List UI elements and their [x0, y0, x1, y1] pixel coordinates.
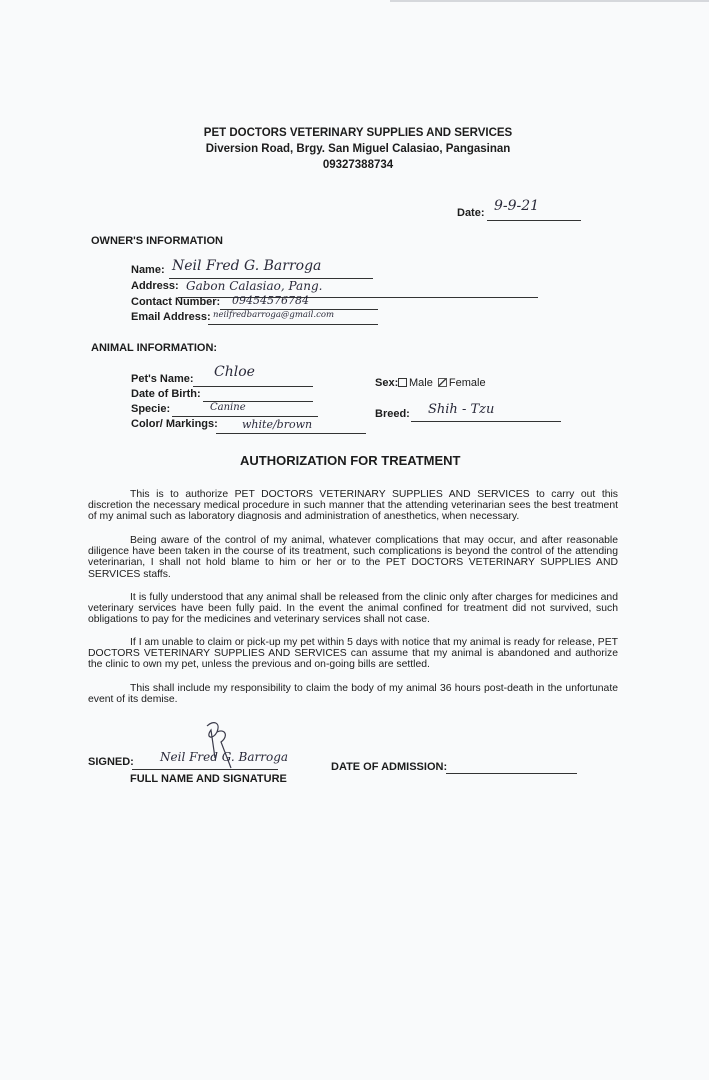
specie-value[interactable]: Canine — [210, 402, 246, 413]
color-label: Color/ Markings: — [131, 418, 218, 430]
date-line — [487, 220, 581, 221]
clinic-name: PET DOCTORS VETERINARY SUPPLIES AND SERVICES — [203, 127, 513, 139]
male-option-label: Male — [409, 377, 433, 389]
owner-address-value[interactable]: Gabon Calasiao, Pang. — [186, 279, 323, 293]
signature-scribble — [195, 718, 245, 776]
breed-line — [411, 421, 561, 422]
breed-label: Breed: — [375, 408, 410, 420]
authorization-paragraph-4: If I am unable to claim or pick-up my pet within 5 days with notice that my animal is ready for release, PET DOCTORS VETERINARY SUPPLIES AND SERVICES can assume that my animal is abandoned and authorize the clinic to own my pet, unless the previous and on-going bills are settled. — [88, 637, 618, 671]
clinic-address: Diversion Road, Brgy. San Miguel Calasiao, Pangasinan — [205, 143, 511, 155]
owner-email-value[interactable]: neilfredbarroga@gmail.com — [213, 310, 335, 320]
page-top-edge — [390, 0, 709, 2]
male-checkbox[interactable] — [398, 378, 407, 387]
pet-name-line — [193, 386, 313, 387]
specie-label: Specie: — [131, 403, 171, 415]
dob-label: Date of Birth: — [131, 388, 201, 400]
sex-options — [398, 377, 486, 389]
clinic-phone: 09327388734 — [322, 159, 394, 171]
signed-value[interactable]: Neil Fred G. Barroga — [160, 750, 289, 764]
pet-name-value[interactable]: Chloe — [214, 364, 255, 380]
color-line — [216, 433, 366, 434]
animal-section-title: ANIMAL INFORMATION: — [91, 342, 218, 354]
authorization-paragraph-2: Being aware of the control of my animal, whatever complications that may occur, and after reasonable diligence have been taken in the course of its treatment, such complications is beyond the control of the attending veterinarian, I shall not hold blame to him or her or to the PET DOCTORS VETERINARY SUPPLIES AND SERVICES staffs. — [88, 535, 618, 580]
owner-section-title: OWNER'S INFORMATION — [91, 235, 223, 247]
signed-label: SIGNED: — [88, 756, 134, 768]
female-option-label: Female — [448, 377, 486, 389]
specie-line — [172, 416, 318, 417]
owner-email-label: Email Address: — [131, 311, 211, 323]
admission-label: DATE OF ADMISSION: — [331, 761, 448, 773]
owner-name-value[interactable]: Neil Fred G. Barroga — [172, 258, 322, 274]
date-label: Date: — [457, 207, 485, 219]
authorization-paragraph-3: It is fully understood that any animal shall be released from the clinic only after charges for medicines and veterinary services have been fully paid. In the event the animal confined for treatment did not survived, such obligations to pay for the medicines and veterinary services shall not case. — [88, 592, 618, 626]
color-value[interactable]: white/brown — [242, 418, 313, 431]
sex-label: Sex: — [375, 377, 399, 389]
owner-address-label: Address: — [131, 280, 179, 292]
authorization-paragraph-5: This shall include my responsibility to claim the body of my animal 36 hours post-death in the unfortunate event of its demise. — [88, 683, 618, 706]
owner-contact-value[interactable]: 09454576784 — [232, 294, 309, 307]
pet-name-label: Pet's Name: — [131, 373, 194, 385]
signature-caption: FULL NAME AND SIGNATURE — [130, 773, 287, 785]
breed-value[interactable]: Shih - Tzu — [428, 402, 495, 417]
owner-email-line — [208, 324, 378, 325]
admission-line — [446, 773, 577, 774]
authorization-paragraph-1: This is to authorize PET DOCTORS VETERINARY SUPPLIES AND SERVICES to carry out this discretion the necessary medical procedure in such manner that the attending veterinarian sees the best treatment of my animal such as laboratory diagnosis and administration of anesthetics, when necessary. — [88, 489, 618, 523]
date-value[interactable]: 9-9-21 — [494, 198, 540, 214]
owner-name-label: Name: — [131, 264, 165, 276]
owner-contact-label: Contact Number: — [131, 296, 221, 308]
authorization-title: AUTHORIZATION FOR TREATMENT — [240, 453, 461, 468]
female-checkbox[interactable] — [438, 378, 447, 387]
